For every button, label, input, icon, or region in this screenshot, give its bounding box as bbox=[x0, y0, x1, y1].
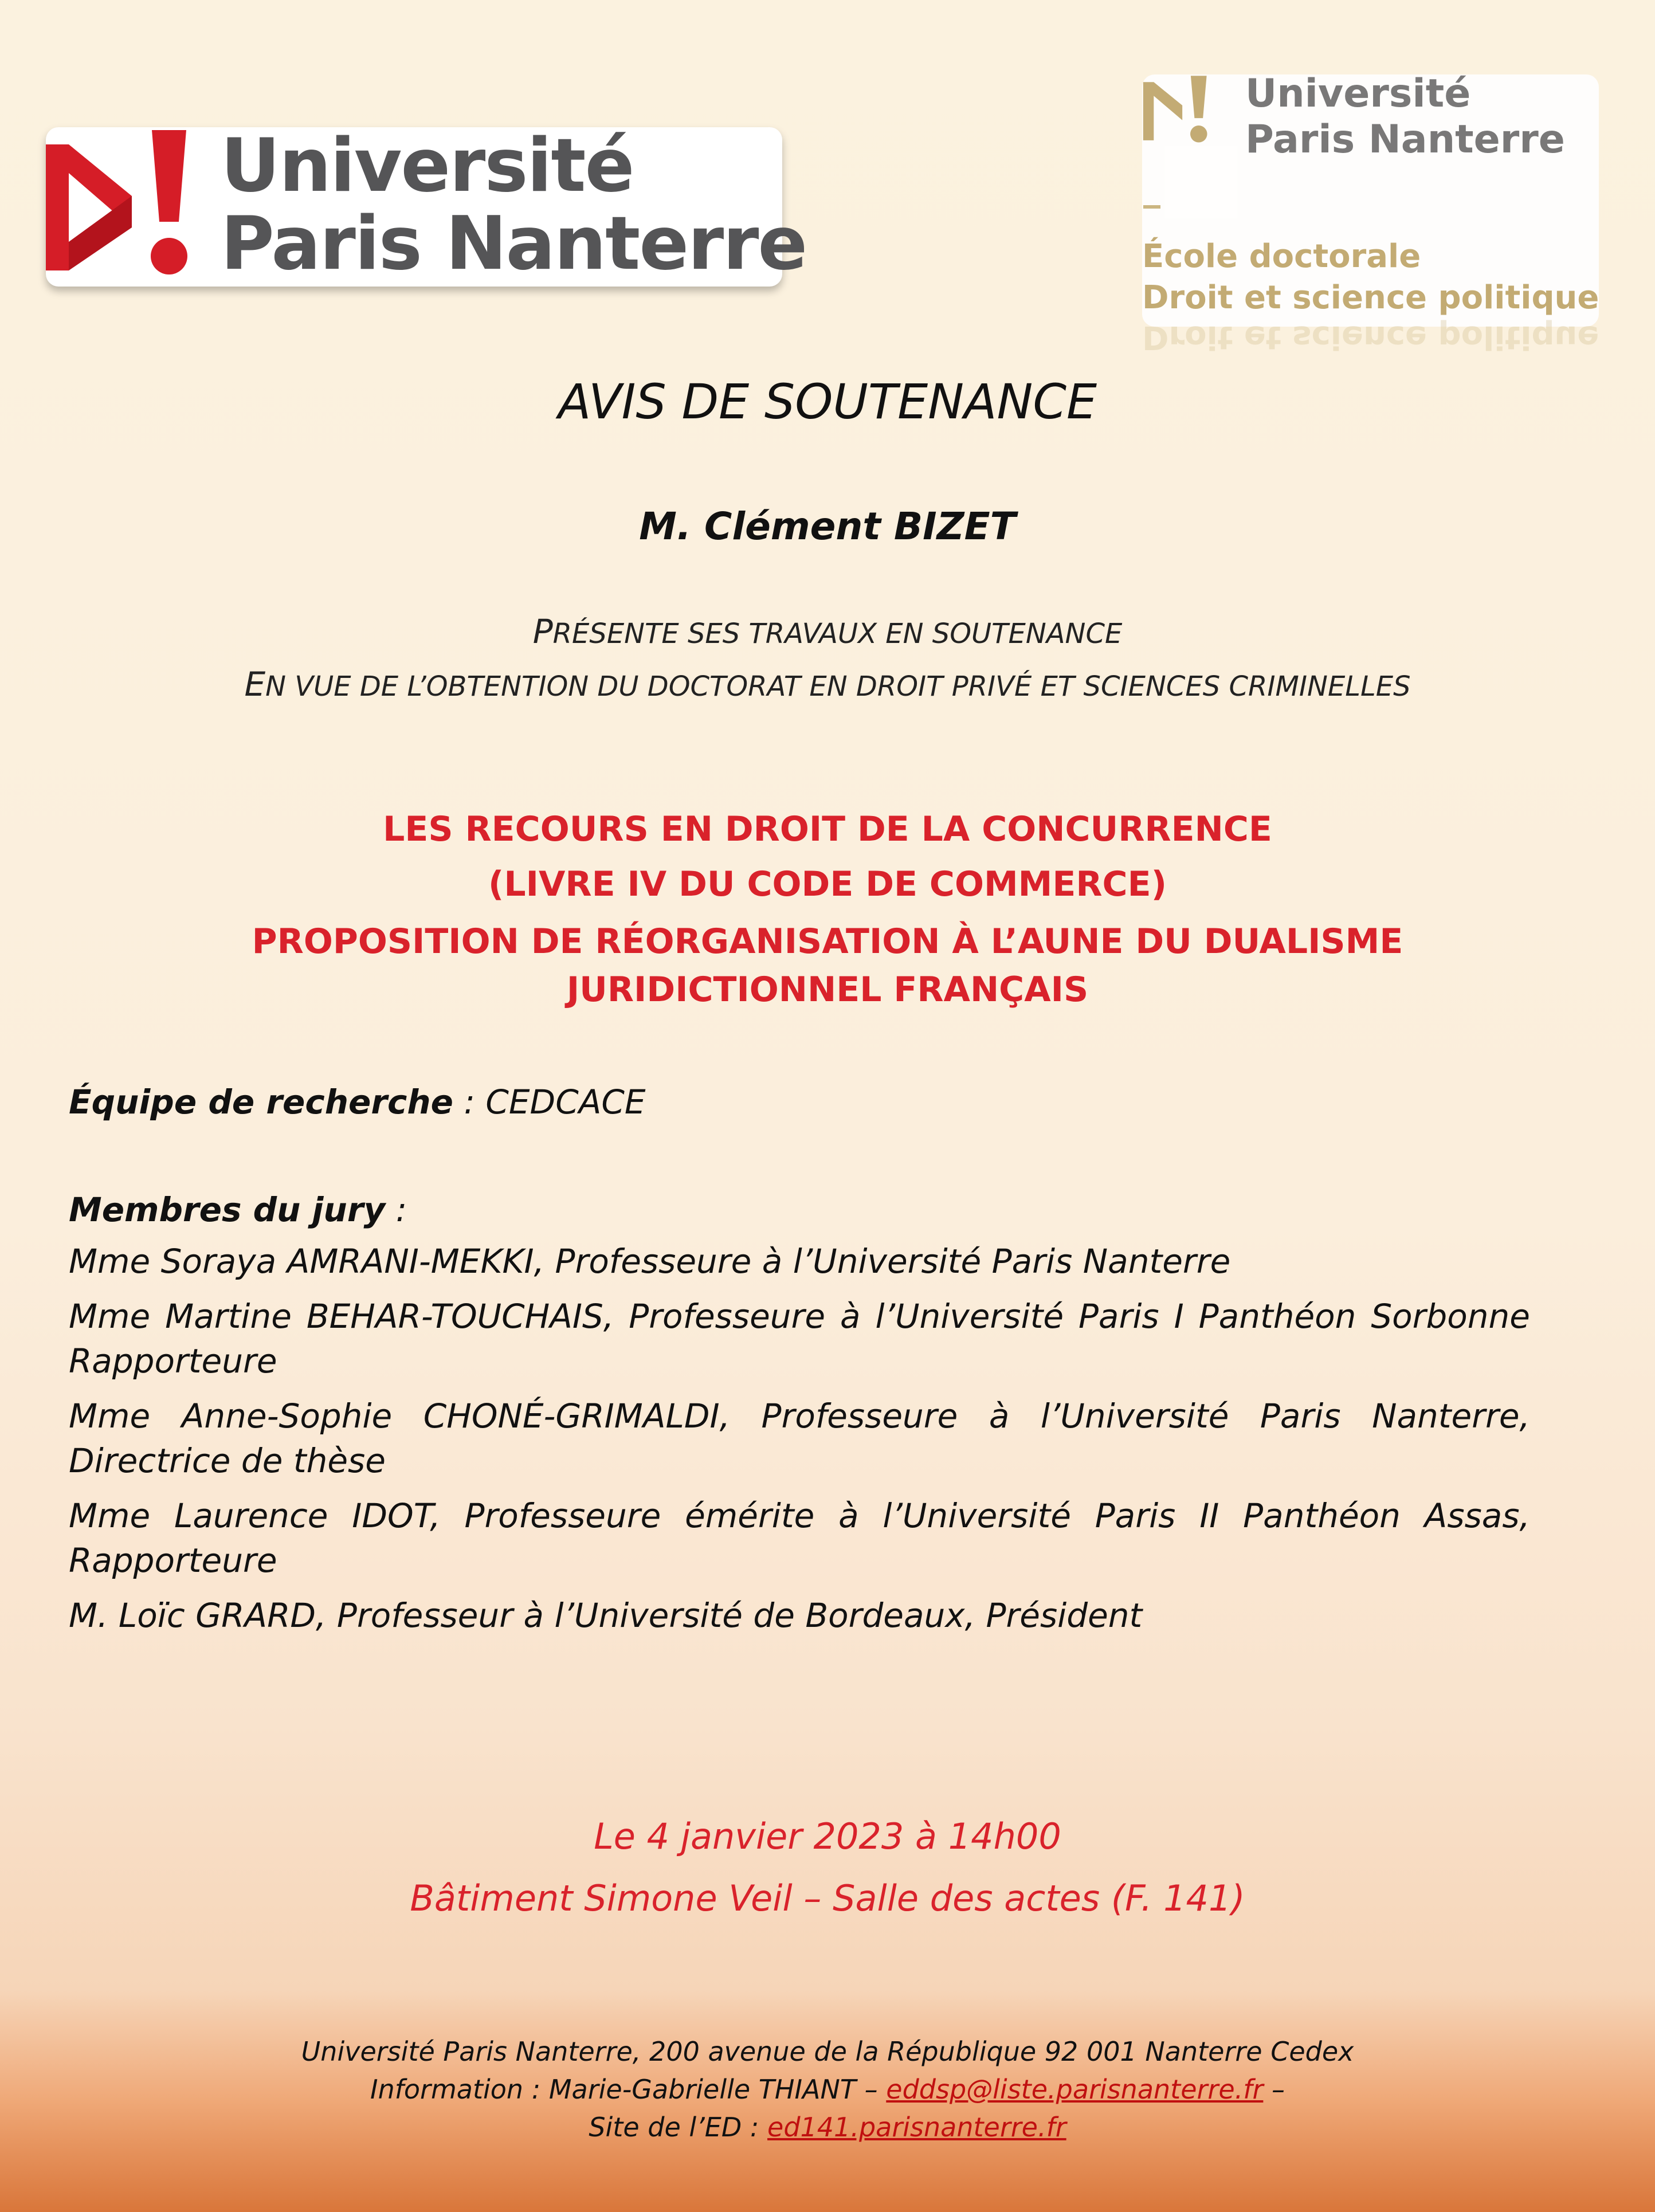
doctoral-school-logo bbox=[1142, 71, 1599, 356]
jury-member: Mme Soraya AMRANI-MEKKI, Professeure à l’Université Paris Nanterre bbox=[69, 1242, 1231, 1281]
thesis-title-line-1: LES RECOURS EN DROIT DE LA CONCURRENCE bbox=[383, 809, 1272, 849]
thesis-title-line-4: JURIDICTIONNEL FRANÇAIS bbox=[566, 970, 1089, 1010]
university-logo bbox=[46, 123, 807, 287]
page-title: AVIS DE SOUTENANCE bbox=[558, 374, 1097, 430]
defense-date: Le 4 janvier 2023 à 14h00 bbox=[594, 1815, 1061, 1857]
jury-member: Mme Anne-Sophie CHONÉ-GRIMALDI, Professeure à l’Université Paris Nanterre, Directrice de thèse bbox=[69, 1397, 1530, 1480]
ed-logo-text-universite: Université bbox=[1245, 71, 1471, 116]
nanterre-logo-mark-icon bbox=[46, 127, 195, 282]
ed-logo-divider bbox=[1143, 205, 1160, 209]
website-link[interactable]: ed141.parisnanterre.fr bbox=[767, 2112, 1066, 2143]
defense-location: Bâtiment Simone Veil – Salle des actes (F. 141) bbox=[410, 1877, 1245, 1919]
footer-site: Site de l’ED : ed141.parisnanterre.fr bbox=[589, 2112, 1066, 2143]
jury-member: M. Loïc GRARD, Professeur à l’Université de Bordeaux, Président bbox=[69, 1596, 1143, 1635]
footer-address: Université Paris Nanterre, 200 avenue de la République 92 001 Nanterre Cedex bbox=[301, 2036, 1354, 2067]
ed-logo-text-droit: Droit et science politique bbox=[1142, 279, 1599, 316]
logo-text-paris-nanterre: Paris Nanterre bbox=[221, 201, 807, 287]
thesis-title-line-2: (LIVRE IV DU CODE DE COMMERCE) bbox=[488, 864, 1167, 904]
jury-member: Mme Laurence IDOT, Professeure émérite à l’Université Paris II Panthéon Assas, Rapporteure bbox=[69, 1496, 1530, 1580]
ed-logo-text-ecole: École doctorale bbox=[1142, 238, 1421, 275]
presentation-line-1: PRÉSENTE SES TRAVAUX EN SOUTENANCE bbox=[532, 612, 1123, 651]
presentation-line-2: EN VUE DE L’OBTENTION DU DOCTORAT EN DROIT PRIVÉ ET SCIENCES CRIMINELLES bbox=[244, 665, 1411, 704]
research-team: Équipe de recherche : CEDCACE bbox=[69, 1083, 646, 1121]
candidate-name: M. Clément BIZET bbox=[639, 504, 1016, 548]
thesis-title-line-3: PROPOSITION DE RÉORGANISATION À L’AUNE DU DUALISME bbox=[252, 921, 1403, 962]
jury-heading: Membres du jury : bbox=[69, 1190, 407, 1229]
ed-logo-reflection: Droit et science politique bbox=[1142, 319, 1599, 356]
logo-text-universite: Université bbox=[221, 123, 634, 209]
footer-information: Information : Marie-Gabrielle THIANT – eddsp@liste.parisnanterre.fr – bbox=[370, 2074, 1285, 2105]
jury-member: Mme Martine BEHAR-TOUCHAIS, Professeure à l’Université Paris I Panthéon Sorbonne Rapporteure bbox=[69, 1297, 1530, 1380]
ed-logo-text-paris-nanterre: Paris Nanterre bbox=[1245, 117, 1565, 162]
nanterre-logo-mark-gold-icon bbox=[1142, 74, 1211, 149]
email-link[interactable]: eddsp@liste.parisnanterre.fr bbox=[886, 2074, 1264, 2105]
jury-list bbox=[69, 1239, 1530, 1648]
